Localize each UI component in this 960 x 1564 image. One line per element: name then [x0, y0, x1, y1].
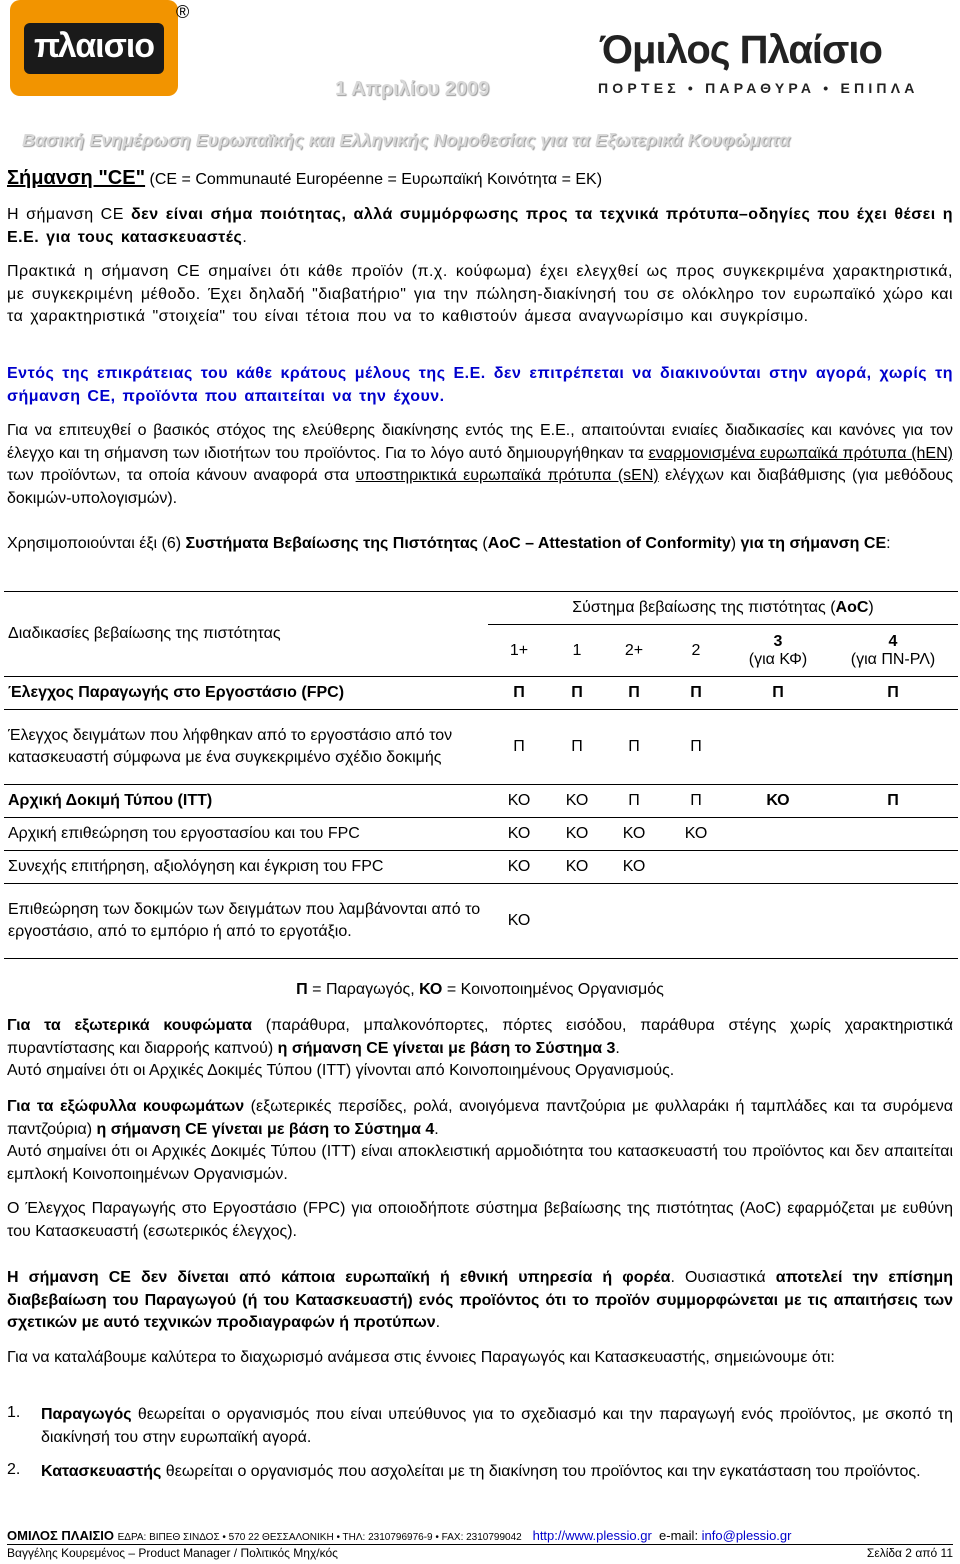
row-label: Αρχική επιθεώρηση του εργοστασίου και του FPC — [4, 818, 488, 851]
p1-text-c: . — [242, 228, 248, 246]
paragraph-4 — [7, 420, 953, 510]
table-cell — [828, 818, 958, 851]
p6-text-b: (παράθυρα, μπαλκονόπορτες, πόρτες εισόδου, παράθυρα στέγης χωρίς χαρακτηριστικά πυραντίστασης και διαρροής καπνού) — [7, 1017, 954, 1057]
p5-aoc: AoC – Attestation of Conformity — [487, 535, 731, 552]
p6-bold-a: Για τα εξωτερικά κουφώματα — [7, 1017, 252, 1034]
list-text: θεωρείται ο οργανισμός που είναι υπεύθυνος για το σχεδιασμό και την παραγωγή ενός προϊόντος, με σκοπό τη διακίνησή του στην ευρωπαϊκή αγορά. — [41, 1406, 953, 1446]
brand-subtitle: ΠΟΡΤΕΣ • ΠΑΡΑΘΥΡΑ • ΕΠΙΠΛΑ — [598, 80, 919, 96]
p7-text-d: . — [434, 1120, 439, 1138]
table-cell: Π — [728, 677, 828, 710]
table-cell: Π — [664, 677, 728, 710]
table-cell: Π — [550, 710, 604, 785]
p4-text-b: των προϊόντων, τα οποία κάνουν αναφορά στα — [7, 467, 356, 484]
p6-text-e: Αυτό σημαίνει ότι οι Αρχικές Δοκιμές Τύπου (ITT) γίνονται από Κοινοποιημένους Οργανισμούς. — [7, 1062, 675, 1079]
col-3 — [728, 625, 828, 677]
row-label: Έλεγχος δειγμάτων που λήφθηκαν από το εργοστάσιο από τον κατασκευαστή σύμφωνα με ένα συγκεκριμένο σχέδιο δοκιμής — [4, 710, 488, 785]
legend-p: Π — [296, 981, 308, 998]
table-cell: Π — [664, 710, 728, 785]
paragraph-1 — [7, 204, 953, 249]
table-cell: ΚΟ — [488, 884, 550, 959]
page-number: Σελίδα 2 από 11 — [866, 1546, 953, 1560]
table-cell: ΚΟ — [488, 851, 550, 884]
paragraph-8: Ο Έλεγχος Παραγωγής στο Εργοστάσιο (FPC) για οποιοδήποτε σύστημα βεβαίωσης της πιστότητας (AoC) εφαρμόζεται με ευθύνη του Κατασκευαστή (εσωτερικός έλεγχος). — [7, 1200, 953, 1240]
table-cell: ΚΟ — [550, 851, 604, 884]
list-term: Κατασκευαστής — [41, 1463, 162, 1480]
table-system-header — [488, 592, 958, 625]
paragraph-9 — [7, 1267, 953, 1335]
paragraph-3-emphasis: Εντός της επικράτειας του κάθε κράτους μέλους της Ε.Ε. δεν επιτρέπεται να διακινούνται στην αγορά, χωρίς τη σήμανση CE, προϊόντα που απαιτείται να την έχουν. — [7, 365, 953, 405]
table-header-row — [4, 592, 958, 625]
table-cell — [728, 818, 828, 851]
table-cell: Π — [828, 677, 958, 710]
table-cell: ΚΟ — [488, 818, 550, 851]
table-row — [4, 851, 958, 884]
footer-company: ΟΜΙΛΟΣ ΠΛΑΙΣΙΟ — [7, 1528, 114, 1543]
p5-text-e: ) — [730, 535, 741, 552]
heading-rest: (CE = Communauté Européenne = Ευρωπαϊκή Κοινότητα = ΕΚ) — [145, 171, 603, 188]
footer-author: Βαγγέλης Κουρεμένος – Product Manager / Πολιτικός Μηχ/κός — [7, 1546, 338, 1560]
p6-text-d: . — [615, 1039, 620, 1057]
list-item — [41, 1461, 953, 1484]
table-cell: Π — [550, 677, 604, 710]
list-text: θεωρείται ο οργανισμός που ασχολείται με τη διακίνηση του προϊόντος και την εγκατάσταση του προϊόντος. — [161, 1463, 921, 1480]
table-cell — [828, 851, 958, 884]
table-legend — [0, 981, 960, 999]
table-cell — [828, 884, 958, 959]
col-2plus: 2+ — [604, 625, 664, 677]
table-cell: ΚΟ — [604, 851, 664, 884]
col-3-sub: (για ΚΦ) — [748, 650, 808, 668]
heading-bold: Σήμανση "CE" — [7, 167, 146, 189]
table-cell: ΚΟ — [488, 785, 550, 818]
list-number-1: 1. — [7, 1404, 21, 1421]
company-logo — [10, 0, 178, 96]
p5-text-g: : — [886, 535, 891, 552]
sen-standards: υποστηρικτικά ευρωπαϊκά πρότυπα (sEN) — [355, 467, 659, 484]
table-cell: ΚΟ — [728, 785, 828, 818]
legend-ko-text: = Κοινοποιημένος Οργανισμός — [442, 981, 664, 998]
footer-address: ΕΔΡΑ: ΒΙΠΕΘ ΣΙΝΔΟΣ • 570 22 ΘΕΣΣΑΛΟΝΙΚΗ • ΤΗΛ: 2310796976-9 • FAX: 2310799042 — [117, 1532, 522, 1543]
legend-p-text: = Παραγωγός, — [307, 981, 420, 998]
col-1plus: 1+ — [488, 625, 550, 677]
brand-title: Όμιλος Πλαίσιο — [600, 28, 882, 72]
paragraph-6 — [7, 1015, 953, 1083]
p9-text-b: . Ουσιαστικά — [670, 1269, 776, 1286]
table-cell: Π — [488, 677, 550, 710]
table-cell: Π — [604, 710, 664, 785]
legend-ko: ΚΟ — [419, 981, 443, 998]
table-cell — [728, 851, 828, 884]
p7-text-e: Αυτό σημαίνει ότι οι Αρχικές Δοκιμές Τύπου (ITT) είναι αποκλειστική αρμοδιότητα του κατασκευαστή του προϊόντος και δεν απαιτείται εμπλοκή Κοινοποιημένων Οργανισμών. — [7, 1143, 953, 1183]
table-cell: Π — [828, 785, 958, 818]
table-row — [4, 884, 958, 959]
system-header-a: Σύστημα βεβαίωσης της πιστότητας ( — [572, 599, 836, 616]
paragraph-10: Για να καταλάβουμε καλύτερα το διαχωρισμό ανάμεσα στις έννοιες Παραγωγός και Κατασκευαστής, σημειώνουμε ότι: — [7, 1349, 835, 1366]
col-4-sub: (για ΠΝ-ΡΛ) — [850, 650, 936, 668]
section-heading — [7, 167, 602, 190]
p9-text-d: . — [435, 1314, 441, 1331]
footer-contact — [7, 1528, 791, 1543]
p1-text-bold: δεν είναι σήμα ποιότητας, αλλά συμμόρφωσης προς τα τεχνικά πρότυπα–οδηγίες που έχει θέσει η Ε.Ε. για τους κατασκευαστές — [7, 206, 954, 246]
p4-text-a: Για να επιτευχθεί ο βασικός στόχος της ελεύθερης διακίνησης εντός της Ε.Ε., απαιτούνται ενιαίες διαδικασίες και κανόνες για τον έλεγχο και τη σήμανση των ιδιοτήτων του προϊόντος. Για το λόγο αυτό δημιουργήθηκαν τα — [7, 422, 953, 462]
document-date: 1 Απριλίου 2009 — [335, 78, 490, 100]
table-row — [4, 677, 958, 710]
table-row — [4, 710, 958, 785]
p4-text-c: ελέγχων και διαβάθμισης (για μεθόδους δοκιμών-υπολογισμών). — [7, 467, 954, 507]
footer-website-link[interactable]: http://www.plessio.gr — [532, 1528, 652, 1543]
p5-text-bold: Συστήματα Βεβαίωσης της Πιστότητας — [185, 535, 478, 552]
table-cell — [728, 710, 828, 785]
row-label: Συνεχής επιτήρηση, αξιολόγηση και έγκριση του FPC — [4, 851, 488, 884]
col-2: 2 — [664, 625, 728, 677]
row-label: Αρχική Δοκιμή Τύπου (ITT) — [4, 785, 488, 818]
col-4 — [828, 625, 958, 677]
p5-ce: για τη σήμανση CE — [740, 535, 887, 552]
table-cell — [604, 884, 664, 959]
table-row — [4, 818, 958, 851]
list-number-2: 2. — [7, 1461, 21, 1478]
p9-bold-a: Η σήμανση CE δεν δίνεται από κάποια ευρωπαϊκή ή εθνική υπηρεσία ή φορέα — [7, 1269, 671, 1286]
row-label: Επιθεώρηση των δοκιμών των δειγμάτων που λαμβάνονται από το εργοστάσιο, από το εμπόριο ή από το εργοτάξιο. — [4, 884, 488, 959]
p1-text-a: Η σήμανση CE — [7, 206, 131, 223]
table-row — [4, 785, 958, 818]
p5-text-a: Χρησιμοποιούνται έξι (6) — [7, 535, 186, 552]
list-term: Παραγωγός — [41, 1406, 132, 1423]
table-cell: ΚΟ — [604, 818, 664, 851]
table-cell: Π — [664, 785, 728, 818]
table-cell: ΚΟ — [664, 818, 728, 851]
paragraph-7 — [7, 1096, 953, 1186]
table-row-header: Διαδικασίες βεβαίωσης της πιστότητας — [4, 592, 488, 677]
p5-text-c: ( — [477, 535, 488, 552]
aoc-table — [4, 591, 958, 959]
col-3-num: 3 — [773, 632, 783, 650]
table-cell: Π — [488, 710, 550, 785]
p7-text-b: (εξωτερικές περσίδες, ρολά, ανοιγόμενα παντζούρια με φυλλαράκι ή ταμπλάδες και τα συρόμενα παντζούρια) — [7, 1098, 953, 1138]
footer-email-link[interactable]: info@plessio.gr — [701, 1528, 792, 1543]
table-cell — [664, 884, 728, 959]
registered-mark: ® — [176, 2, 190, 22]
footer-email-label: e-mail: — [659, 1528, 702, 1543]
paragraph-2: Πρακτικά η σήμανση CE σημαίνει ότι κάθε προϊόν (π.χ. κούφωμα) έχει ελεγχθεί ως προς συγκεκριμένα χαρακτηριστικά, με συγκεκριμένη μέθοδο. Έχει δηλαδή "διαβατήριο" για την πώληση-διακίνησή του σε ολόκληρο τον ευρωπαϊκό χώρο και τα χαρακτηριστικά "στοιχεία" του είναι τέτοια που να το καθιστούν άμεσα αναγνωρίσιμο και συγκρίσιμο. — [7, 263, 953, 325]
table-cell — [828, 710, 958, 785]
p7-bold-a: Για τα εξώφυλλα κουφωμάτων — [7, 1098, 245, 1115]
table-cell: Π — [604, 785, 664, 818]
document-subtitle: Βασική Ενημέρωση Ευρωπαϊκής και Ελληνικής Νομοθεσίας για τα Εξωτερικά Κουφώματα — [22, 130, 791, 150]
logo-text: πλαισιο — [24, 23, 164, 74]
system-header-aoc: AoC — [835, 599, 869, 616]
col-1: 1 — [550, 625, 604, 677]
p7-bold-c: η σήμανση CE γίνεται με βάση το Σύστημα 4 — [96, 1120, 435, 1138]
row-label: Έλεγχος Παραγωγής στο Εργοστάσιο (FPC) — [4, 677, 488, 710]
system-header-c: ) — [868, 599, 874, 616]
list-item — [41, 1404, 953, 1449]
paragraph-5 — [7, 533, 953, 556]
table-cell — [550, 884, 604, 959]
p9-bold-c: αποτελεί την επίσημη διαβεβαίωση του Παραγωγού (ή του Κατασκευαστή) ενός προϊόντος ότι το προϊόν συμμορφώνεται με τις απαιτήσεις των σχετικών με αυτό τεχνικών προδιαγραφών ή προτύπων — [7, 1269, 953, 1331]
table-cell: ΚΟ — [550, 818, 604, 851]
table-cell: Π — [604, 677, 664, 710]
table-cell — [728, 884, 828, 959]
p6-bold-c: η σήμανση CE γίνεται με βάση το Σύστημα 3 — [277, 1039, 616, 1057]
col-4-num: 4 — [888, 632, 898, 650]
table-cell: ΚΟ — [550, 785, 604, 818]
hen-standards: εναρμονισμένα ευρωπαϊκά πρότυπα (hEN) — [648, 444, 953, 462]
footer-divider — [7, 1544, 953, 1545]
table-cell — [664, 851, 728, 884]
